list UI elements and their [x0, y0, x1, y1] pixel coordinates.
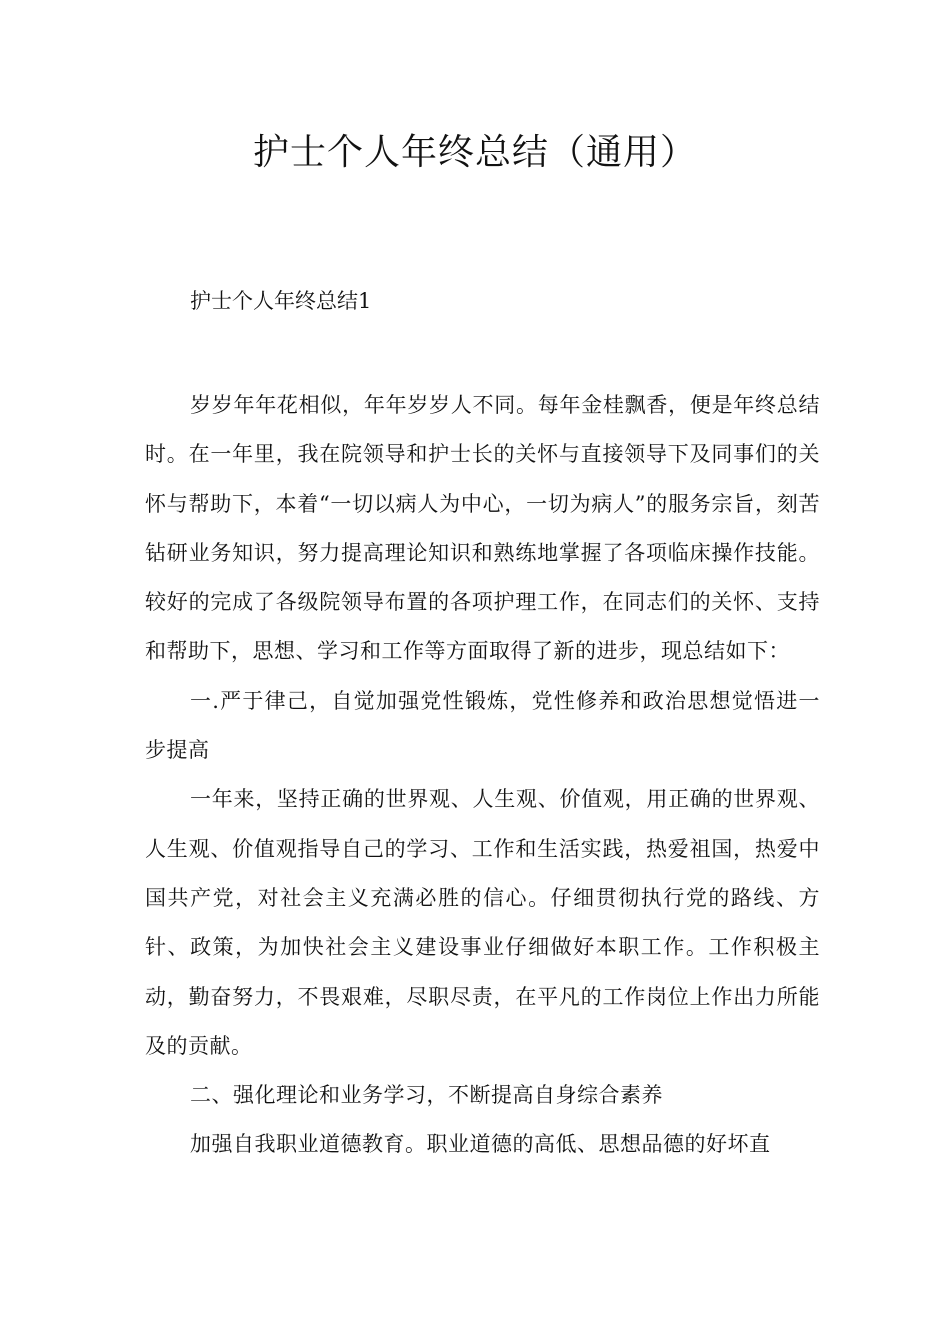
paragraph-section-2: 加强自我职业道德教育。职业道德的高低、思想品德的好坏直: [190, 1132, 771, 1157]
document-title: 护士个人年终总结（通用）: [252, 132, 697, 173]
paragraph-section-1: 一年来，坚持正确的世界观、人生观、价值观，用正确的世界观、人生观、价值观指导自己的学习、工作和生活实践，热爱祖国，热爱中国共产党，对社会主义充满必胜的信心。仔细贯彻执行党的路线、方针、政策，为加快社会主义建设事业仔细做好本职工作。工作积极主动，勤奋努力，不畏艰难，尽职尽责，在平凡的工作岗位上作出力所能及的贡献。: [145, 787, 820, 1058]
document-body: [145, 381, 820, 1170]
paragraph-heading-1: 一.严于律己，自觉加强党性锻炼，党性修养和政治思想觉悟进一步提高: [145, 688, 820, 763]
paragraph-intro: 岁岁年年花相似，年年岁岁人不同。每年金桂飘香，便是年终总结时。在一年里，我在院领导和护士长的关怀与直接领导下及同事们的关怀与帮助下，本着“一切以病人为中心，一切为病人”的服务宗旨，刻苦钻研业务知识，努力提高理论知识和熟练地掌握了各项临床操作技能。较好的完成了各级院领导布置的各项护理工作，在同志们的关怀、支持和帮助下，思想、学习和工作等方面取得了新的进步，现总结如下：: [145, 393, 820, 664]
section-heading: 护士个人年终总结1: [190, 289, 372, 313]
paragraph-heading-2: 二、强化理论和业务学习，不断提高自身综合素养: [190, 1083, 663, 1108]
